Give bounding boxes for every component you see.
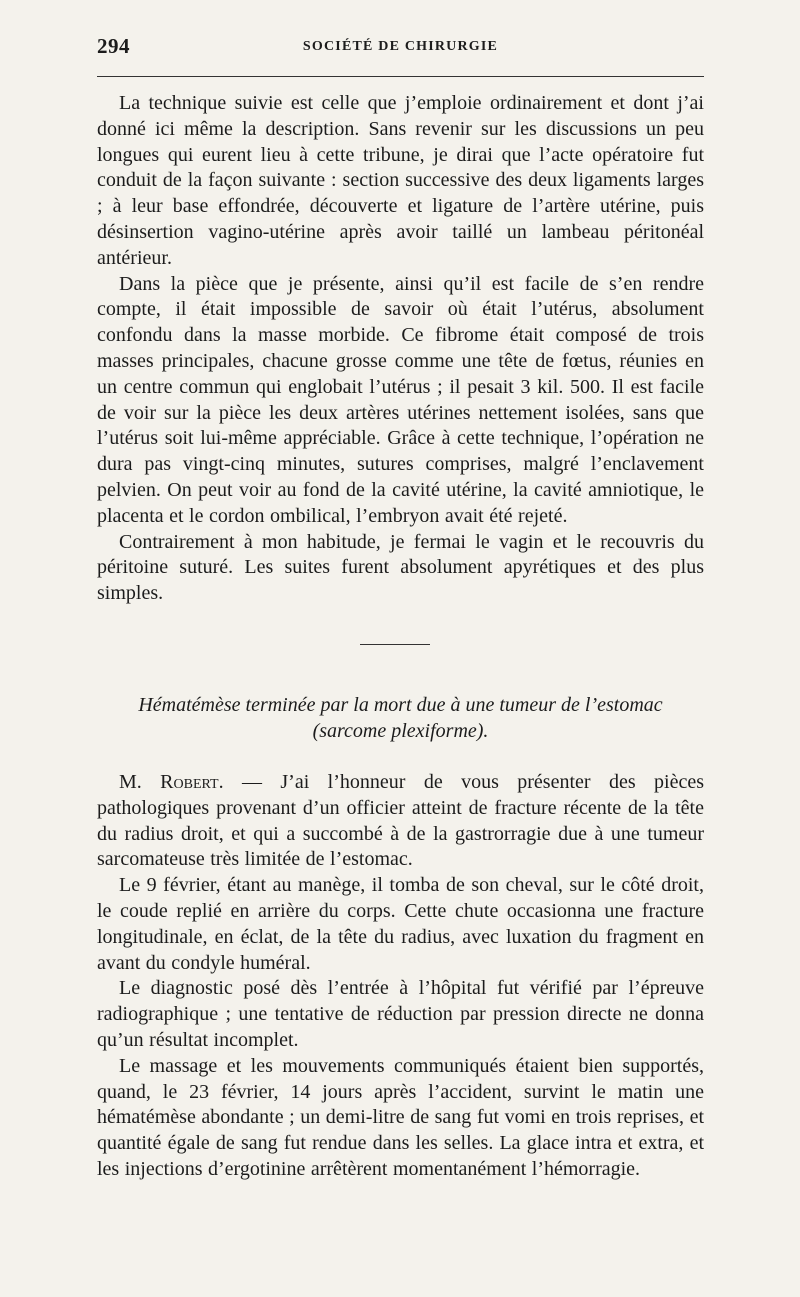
section-separator xyxy=(360,644,430,645)
speaker-name: M. Robert. xyxy=(119,771,224,793)
paragraph-hematemesis: Le massage et les mouvements communiqués étaient bien supportés, quand, le 23 février, 14 jours après l’accident, survint le matin une hématémèse abondante ; un demi-litre de sang fut vomi en trois reprises, et quantité égale de sang fut rendue dans les selles. La glace intra et extra, et les injections d’ergotinine arrêtèrent momentanément l’hémorragie. xyxy=(97,1054,704,1180)
section-heading xyxy=(97,692,704,744)
paragraph-robert-intro-text: — J’ai l’honneur de vous présenter des pièces pathologiques provenant d’un officier atteint de fracture récente de la tête du radius droit, et qui a succombé à de la gastrorragie due à une tumeur sarcomateuse très limitée de l’estomac. xyxy=(97,771,704,871)
paragraph-closure: Contrairement à mon habitude, je fermai le vagin et le recouvris du péritoine suturé. Les suites furent absolument apyrétiques et des plus simples. xyxy=(97,530,704,605)
paragraph-diagnosis: Le diagnostic posé dès l’entrée à l’hôpital fut vérifié par l’épreuve radiographique ; une tentative de réduction par pression directe ne donna qu’un résultat incomplet. xyxy=(97,977,704,1051)
paragraph-robert-intro xyxy=(97,770,704,873)
section-2-body xyxy=(97,770,704,1183)
section-1-body xyxy=(97,91,704,607)
section-heading-line-1: Hématémèse terminée par la mort due à une tumeur de l’estomac xyxy=(138,694,663,716)
paragraph-technique: La technique suivie est celle que j’emploie ordinairement et dont j’ai donné ici même la description. Sans revenir sur les discussions un peu longues qui eurent lieu à cette tribune, je dirai que l’acte opératoire fut conduit de la façon suivante : section successive des deux ligaments larges ; à leur base effondrée, découverte et ligature de l’artère utérine, puis désinsertion vagino-utérine après avoir taillé un lambeau péritonéal antérieur. xyxy=(97,92,704,269)
running-head xyxy=(97,33,704,63)
section-heading-line-2: (sarcome plexiforme). xyxy=(312,720,489,742)
page-number: 294 xyxy=(97,34,130,58)
paragraph-fall: Le 9 février, étant au manège, il tomba de son cheval, sur le côté droit, le coude replié en arrière du corps. Cette chute occasionna une fracture longitudinale, en éclat, de la tête du radius, avec luxation du fragment en avant du condyle huméral. xyxy=(97,874,704,974)
paragraph-piece-description: Dans la pièce que je présente, ainsi qu’il est facile de s’en rendre compte, il était impossible de savoir où était l’utérus, absolument confondu dans la masse morbide. Ce fibrome était composé de trois masses principales, chacune grosse comme une tête de fœtus, réunies en un centre commun qui englobait l’utérus ; il pesait 3 kil. 500. Il est facile de voir sur la pièce les deux artères utérines nettement isolées, sans que l’utérus soit lui-même appréciable. Grâce à cette technique, l’opération ne dura pas vingt-cinq minutes, sutures comprises, malgré l’enclavement pelvien. On peut voir au fond de la cavité utérine, la cavité amniotique, le placenta et le cordon ombilical, l’embryon avait été rejeté. xyxy=(97,272,704,527)
header-rule xyxy=(97,76,704,77)
journal-title: SOCIÉTÉ DE CHIRURGIE xyxy=(302,39,499,54)
